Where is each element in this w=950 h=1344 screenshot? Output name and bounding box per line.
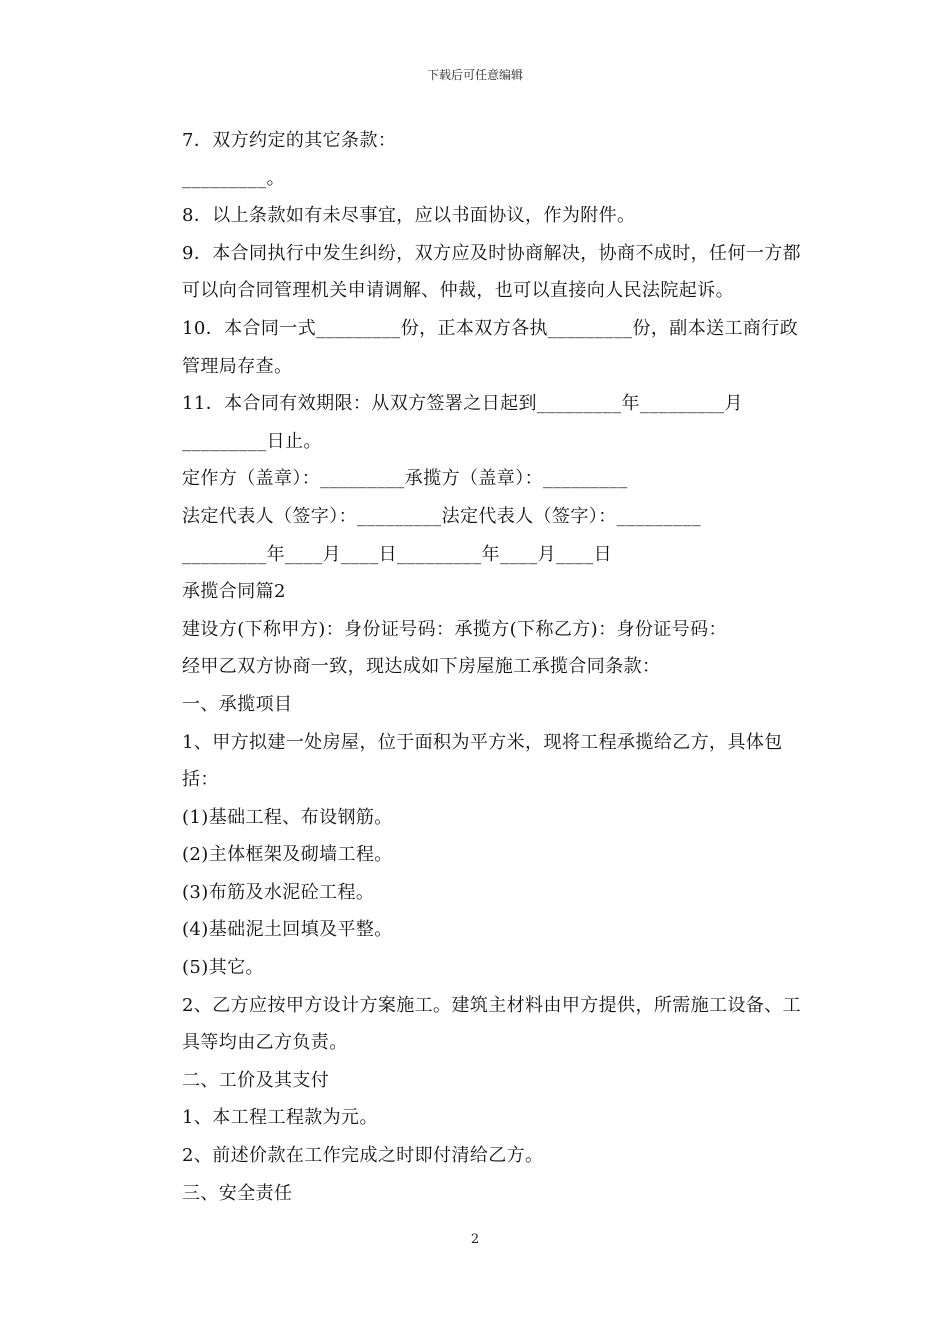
page-header: 下载后可任意编辑 bbox=[426, 68, 523, 82]
signature-representative-line: 法定代表人（签字）：_________法定代表人（签字）：_________ bbox=[182, 505, 702, 527]
project-subitem-5: (5)其它。 bbox=[182, 957, 264, 979]
payment-item-2: 2、前述价款在工作完成之时即付清给乙方。 bbox=[182, 1145, 544, 1167]
clause-8: 8．以上条款如有未尽事宜，应以书面协议，作为附件。 bbox=[182, 205, 636, 227]
signature-date-line: _________年____月____日_________年____月____日 bbox=[182, 543, 612, 565]
payment-item-1: 1、本工程工程款为元。 bbox=[182, 1107, 378, 1129]
clause-11: 11．本合同有效期限：从双方签署之日起到_________年_________月_________日止。 bbox=[182, 393, 743, 452]
signature-seal-line: 定作方（盖章）：_________承揽方（盖章）：_________ bbox=[182, 468, 628, 490]
clause-10: 10．本合同一式_________份，正本双方各执_________份，副本送工商行政管理局存查。 bbox=[182, 317, 799, 377]
project-item-1: 1、甲方拟建一处房屋，位于面积为平方米，现将工程承揽给乙方，具体包括： bbox=[182, 731, 783, 791]
document-body bbox=[145, 122, 810, 1212]
project-item-2: 2、乙方应按甲方设计方案施工。建筑主材料由甲方提供，所需施工设备、工具等均由乙方负责。 bbox=[182, 994, 802, 1054]
project-subitem-1: (1)基础工程、布设钢筋。 bbox=[182, 806, 393, 828]
clause-7: 7．双方约定的其它条款： bbox=[182, 130, 397, 151]
agreement-intro: 经甲乙双方协商一致，现达成如下房屋施工承揽合同条款： bbox=[182, 656, 661, 678]
project-subitem-2: (2)主体框架及砌墙工程。 bbox=[182, 844, 393, 866]
heading-payment: 二、工价及其支付 bbox=[182, 1069, 330, 1091]
heading-safety: 三、安全责任 bbox=[182, 1182, 293, 1204]
project-subitem-3: (3)布筋及水泥砼工程。 bbox=[182, 881, 375, 903]
heading-project: 一、承揽项目 bbox=[182, 693, 293, 715]
parties-line: 建设方(下称甲方)：身份证号码：承揽方(下称乙方)：身份证号码： bbox=[182, 618, 727, 640]
project-subitem-4: (4)基础泥土回填及平整。 bbox=[182, 919, 393, 941]
page-number: 2 bbox=[470, 1232, 480, 1247]
section-title: 承揽合同篇2 bbox=[182, 581, 286, 603]
clause-9: 9．本合同执行中发生纠纷，双方应及时协商解决，协商不成时，任何一方都可以向合同管理机关申请调解、仲裁，也可以直接向人民法院起诉。 bbox=[182, 242, 802, 302]
clause-7-blank: _________。 bbox=[182, 167, 285, 189]
